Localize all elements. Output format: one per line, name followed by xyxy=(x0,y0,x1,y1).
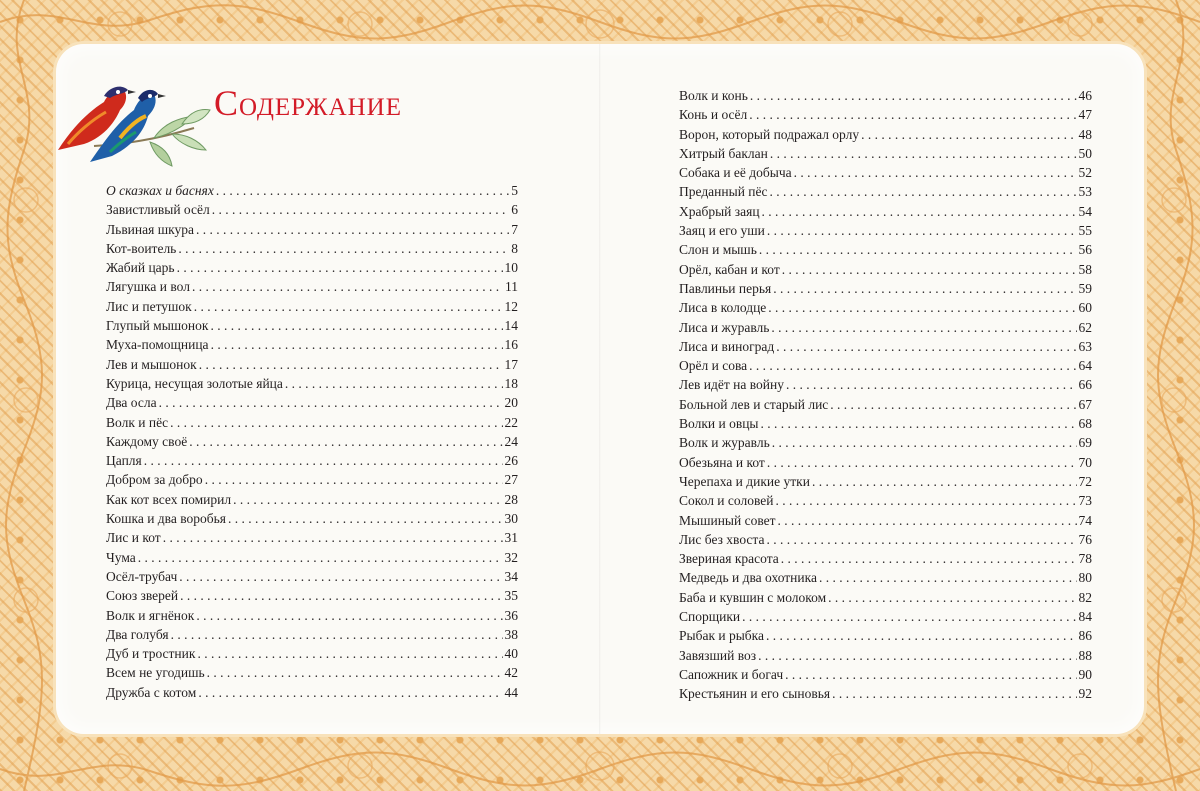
toc-entry[interactable] xyxy=(106,472,518,491)
dot-leader xyxy=(163,530,503,546)
toc-entry-title: Волк и журавль xyxy=(679,435,770,451)
toc-entry-page: 35 xyxy=(504,588,518,604)
toc-entry-page: 78 xyxy=(1078,551,1092,567)
toc-entry-title: Больной лев и старый лис xyxy=(679,396,829,412)
toc-entry[interactable] xyxy=(106,241,518,260)
toc-entry[interactable] xyxy=(679,397,1092,416)
toc-entry-title: Собака и её добыча xyxy=(679,165,792,181)
toc-entry-title: Лев идёт на войну xyxy=(679,377,784,393)
toc-entry[interactable] xyxy=(679,107,1092,126)
toc-entry[interactable] xyxy=(679,590,1092,609)
toc-entry-page: 60 xyxy=(1078,300,1092,316)
dot-leader xyxy=(778,513,1077,529)
toc-entry-page: 66 xyxy=(1078,377,1092,393)
toc-entry[interactable] xyxy=(679,165,1092,184)
toc-entry-title: Жабий царь xyxy=(106,260,175,276)
toc-entry-title: Орёл и сова xyxy=(679,358,748,374)
toc-entry-page: 20 xyxy=(504,395,518,411)
toc-entry-title: Черепаха и дикие утки xyxy=(679,473,810,489)
dot-leader xyxy=(197,646,502,662)
toc-entry-title: Два голубя xyxy=(106,626,169,642)
toc-entry[interactable] xyxy=(106,453,518,472)
toc-entry-title: Цапля xyxy=(106,453,142,469)
toc-entry-page: 64 xyxy=(1078,358,1092,374)
toc-entry[interactable] xyxy=(679,667,1092,686)
toc-entry-page: 80 xyxy=(1078,570,1092,586)
toc-entry-page: 30 xyxy=(504,511,518,527)
toc-entry[interactable] xyxy=(106,550,518,569)
toc-entry[interactable] xyxy=(679,609,1092,628)
toc-entry[interactable] xyxy=(679,300,1092,319)
toc-entry-title: Всем не угодишь xyxy=(106,665,205,681)
toc-entry-page: 40 xyxy=(504,646,518,662)
toc-entry[interactable] xyxy=(106,260,518,279)
toc-entry-title: Завязший воз xyxy=(679,647,757,663)
toc-entry-title: Добром за добро xyxy=(106,472,203,488)
toc-entry[interactable] xyxy=(106,588,518,607)
toc-entry-title: Лиса и виноград xyxy=(679,338,775,354)
toc-entry[interactable] xyxy=(106,665,518,684)
toc-entry-page: 14 xyxy=(504,318,518,334)
toc-entry-title: Лев и мышонок xyxy=(106,356,197,372)
dot-leader xyxy=(228,511,503,527)
toc-entry-title: Лис и кот xyxy=(106,530,161,546)
toc-entry-page: 69 xyxy=(1078,435,1092,451)
dot-leader xyxy=(767,223,1077,239)
toc-entry[interactable] xyxy=(679,377,1092,396)
toc-entry-title: Завистливый осёл xyxy=(106,202,210,218)
dot-leader xyxy=(775,493,1076,509)
dot-leader xyxy=(772,435,1077,451)
toc-entry-page: 88 xyxy=(1078,647,1092,663)
dot-leader xyxy=(178,241,509,257)
toc-entry[interactable] xyxy=(679,127,1092,146)
toc-entry-page: 10 xyxy=(504,260,518,276)
toc-entry-title: Обезьяна и кот xyxy=(679,454,765,470)
dot-leader xyxy=(207,665,503,681)
toc-entry[interactable] xyxy=(679,435,1092,454)
toc-entry-title: Ворон, который подражал орлу xyxy=(679,126,860,142)
toc-entry-page: 73 xyxy=(1078,493,1092,509)
toc-entry[interactable] xyxy=(679,146,1092,165)
dot-leader xyxy=(742,609,1076,625)
toc-entry-title: Павлиньи перья xyxy=(679,280,772,296)
dot-leader xyxy=(180,588,502,604)
dot-leader xyxy=(210,318,502,334)
toc-entry-title: Хитрый баклан xyxy=(679,145,768,161)
dot-leader xyxy=(819,570,1077,586)
toc-entry-page: 34 xyxy=(504,568,518,584)
toc-entry-title: Союз зверей xyxy=(106,588,179,604)
toc-entry[interactable] xyxy=(106,530,518,549)
toc-entry-title: Чума xyxy=(106,549,136,565)
toc-entry[interactable] xyxy=(106,183,518,202)
toc-entry-page: 72 xyxy=(1078,473,1092,489)
toc-entry[interactable] xyxy=(679,262,1092,281)
dot-leader xyxy=(285,376,503,392)
toc-entry[interactable] xyxy=(106,608,518,627)
toc-entry-title: Волк и ягнёнок xyxy=(106,607,195,623)
toc-entry-title: Осёл-трубач xyxy=(106,568,178,584)
toc-entry-page: 42 xyxy=(504,665,518,681)
toc-entry-page: 46 xyxy=(1078,88,1092,103)
toc-entry[interactable] xyxy=(106,646,518,665)
toc-entry[interactable] xyxy=(106,318,518,337)
dot-leader xyxy=(750,88,1077,104)
dot-leader xyxy=(761,416,1077,432)
dot-leader xyxy=(205,472,503,488)
toc-entry[interactable] xyxy=(106,685,518,704)
toc-entry-page: 47 xyxy=(1078,107,1092,123)
toc-entry-page: 74 xyxy=(1078,512,1092,528)
toc-entry[interactable] xyxy=(106,299,518,318)
dot-leader xyxy=(749,358,1076,374)
dot-leader xyxy=(171,627,503,643)
toc-entry[interactable] xyxy=(679,320,1092,339)
toc-entry-title: Медведь и два охотника xyxy=(679,570,817,586)
toc-entry[interactable] xyxy=(106,376,518,395)
toc-entry-page: 67 xyxy=(1078,396,1092,412)
toc-entry-title: Рыбак и рыбка xyxy=(679,628,765,644)
toc-right-column xyxy=(679,88,1092,706)
toc-entry-title: Лягушка и вол xyxy=(106,279,190,295)
toc-entry-page: 48 xyxy=(1078,126,1092,142)
toc-entry[interactable] xyxy=(106,434,518,453)
toc-entry-title: Муха-помощница xyxy=(106,337,209,353)
dot-leader xyxy=(759,242,1077,258)
dot-leader xyxy=(233,492,502,508)
dot-leader xyxy=(196,222,509,238)
toc-entry[interactable] xyxy=(679,570,1092,589)
toc-entry[interactable] xyxy=(106,511,518,530)
toc-entry-page: 8 xyxy=(511,240,518,256)
toc-entry[interactable] xyxy=(106,202,518,221)
toc-entry-title: Волк и пёс xyxy=(106,414,169,430)
toc-entry-page: 52 xyxy=(1078,165,1092,181)
toc-entry[interactable] xyxy=(106,395,518,414)
toc-entry-page: 86 xyxy=(1078,628,1092,644)
toc-entry-page: 92 xyxy=(1078,686,1092,702)
dot-leader xyxy=(828,590,1076,606)
toc-entry-title: Слон и мышь xyxy=(679,242,757,258)
dot-leader xyxy=(758,648,1076,664)
toc-entry-title: Заяц и его уши xyxy=(679,223,765,239)
toc-entry-title: Лис и петушок xyxy=(106,298,192,314)
toc-entry-page: 11 xyxy=(505,279,518,295)
toc-entry-page: 5 xyxy=(511,183,518,198)
toc-entry[interactable] xyxy=(679,416,1092,435)
dot-leader xyxy=(794,165,1077,181)
toc-entry[interactable] xyxy=(679,339,1092,358)
toc-entry-title: Львиная шкура xyxy=(106,221,194,237)
dot-leader xyxy=(179,569,502,585)
toc-entry-page: 84 xyxy=(1078,609,1092,625)
toc-entry-title: О сказках и баснях xyxy=(106,183,214,198)
dot-leader xyxy=(216,183,509,199)
toc-entry[interactable] xyxy=(106,415,518,434)
dot-leader xyxy=(144,453,503,469)
toc-entry-title: Звериная красота xyxy=(679,551,779,567)
toc-entry-page: 82 xyxy=(1078,589,1092,605)
toc-entry[interactable] xyxy=(679,204,1092,223)
toc-entry-title: Дружба с котом xyxy=(106,684,197,700)
dot-leader xyxy=(785,667,1076,683)
toc-entry-title: Мышиный совет xyxy=(679,512,776,528)
toc-entry-page: 16 xyxy=(504,337,518,353)
toc-entry-page: 58 xyxy=(1078,261,1092,277)
toc-entry-title: Два осла xyxy=(106,395,157,411)
dot-leader xyxy=(177,260,503,276)
toc-entry-title: Каждому своё xyxy=(106,433,188,449)
toc-entry[interactable] xyxy=(679,358,1092,377)
toc-entry-title: Сапожник и богач xyxy=(679,666,784,682)
dot-leader xyxy=(192,279,503,295)
toc-entry-title: Лиса и журавль xyxy=(679,319,770,335)
toc-entry-page: 36 xyxy=(504,607,518,623)
toc-entry-page: 17 xyxy=(504,356,518,372)
dot-leader xyxy=(830,397,1076,413)
toc-entry-page: 53 xyxy=(1078,184,1092,200)
toc-entry-page: 55 xyxy=(1078,223,1092,239)
toc-entry[interactable] xyxy=(679,223,1092,242)
page-title: Содержание xyxy=(214,83,403,123)
toc-entry-title: Крестьянин и его сыновья xyxy=(679,686,831,702)
toc-entry-page: 68 xyxy=(1078,416,1092,432)
toc-entry-page: 63 xyxy=(1078,338,1092,354)
toc-entry[interactable] xyxy=(106,279,518,298)
toc-entry[interactable] xyxy=(679,532,1092,551)
toc-entry[interactable] xyxy=(679,474,1092,493)
toc-entry-page: 38 xyxy=(504,626,518,642)
toc-entry[interactable] xyxy=(106,492,518,511)
toc-entry-page: 70 xyxy=(1078,454,1092,470)
toc-entry[interactable] xyxy=(106,627,518,646)
dot-leader xyxy=(194,299,503,315)
toc-entry-title: Курица, несущая золотые яйца xyxy=(106,375,283,391)
toc-entry-title: Кот-воитель xyxy=(106,240,177,256)
dot-leader xyxy=(812,474,1077,490)
toc-entry[interactable] xyxy=(679,513,1092,532)
toc-entry[interactable] xyxy=(679,493,1092,512)
toc-left-column xyxy=(106,183,518,704)
toc-entry-page: 59 xyxy=(1078,280,1092,296)
dot-leader xyxy=(749,107,1076,123)
toc-entry-page: 26 xyxy=(504,453,518,469)
toc-entry-title: Орёл, кабан и кот xyxy=(679,261,780,277)
book-gutter xyxy=(599,44,601,734)
toc-entry-title: Кошка и два воробья xyxy=(106,511,226,527)
dot-leader xyxy=(138,550,503,566)
toc-entry-title: Баба и кувшин с молоком xyxy=(679,589,827,605)
toc-entry-page: 50 xyxy=(1078,145,1092,161)
toc-entry-title: Преданный пёс xyxy=(679,184,768,200)
toc-entry-title: Конь и осёл xyxy=(679,107,748,123)
toc-entry-title: Волки и овцы xyxy=(679,416,759,432)
toc-entry-page: 32 xyxy=(504,549,518,565)
dot-leader xyxy=(770,146,1077,162)
dot-leader xyxy=(766,628,1076,644)
birds-illustration-icon xyxy=(54,58,214,170)
dot-leader xyxy=(196,608,502,624)
toc-entry-title: Дуб и тростник xyxy=(106,646,196,662)
toc-entry-page: 44 xyxy=(504,684,518,700)
dot-leader xyxy=(782,262,1077,278)
dot-leader xyxy=(198,685,502,701)
toc-entry-page: 56 xyxy=(1078,242,1092,258)
toc-entry-page: 7 xyxy=(511,221,518,237)
toc-entry[interactable] xyxy=(679,686,1092,705)
toc-entry[interactable] xyxy=(106,222,518,241)
dot-leader xyxy=(762,204,1077,220)
dot-leader xyxy=(767,455,1077,471)
dot-leader xyxy=(159,395,503,411)
toc-entry-title: Как кот всех помирил xyxy=(106,491,232,507)
toc-entry[interactable] xyxy=(106,357,518,376)
dot-leader xyxy=(776,339,1076,355)
dot-leader xyxy=(768,300,1076,316)
toc-entry-page: 22 xyxy=(504,414,518,430)
toc-entry-title: Глупый мышонок xyxy=(106,318,209,334)
toc-entry[interactable] xyxy=(106,337,518,356)
toc-entry[interactable] xyxy=(679,184,1092,203)
dot-leader xyxy=(773,281,1076,297)
toc-entry-page: 31 xyxy=(504,530,518,546)
toc-entry-page: 54 xyxy=(1078,203,1092,219)
dot-leader xyxy=(189,434,502,450)
toc-entry-title: Лиса в колодце xyxy=(679,300,767,316)
toc-entry-title: Сокол и соловей xyxy=(679,493,774,509)
toc-entry-page: 12 xyxy=(504,298,518,314)
toc-entry[interactable] xyxy=(679,648,1092,667)
toc-entry-title: Спорщики xyxy=(679,609,741,625)
dot-leader xyxy=(766,532,1076,548)
dot-leader xyxy=(771,320,1076,336)
toc-entry-page: 6 xyxy=(511,202,518,218)
dot-leader xyxy=(781,551,1077,567)
toc-entry-page: 28 xyxy=(504,491,518,507)
dot-leader xyxy=(786,377,1077,393)
toc-entry-title: Храбрый заяц xyxy=(679,203,760,219)
toc-entry-page: 18 xyxy=(504,375,518,391)
dot-leader xyxy=(770,184,1077,200)
toc-entry-page: 76 xyxy=(1078,531,1092,547)
toc-entry[interactable] xyxy=(106,569,518,588)
toc-entry-title: Волк и конь xyxy=(679,88,748,103)
dot-leader xyxy=(212,202,510,218)
dot-leader xyxy=(211,337,503,353)
toc-entry-title: Лис без хвоста xyxy=(679,531,765,547)
toc-entry[interactable] xyxy=(679,281,1092,300)
toc-entry[interactable] xyxy=(679,628,1092,647)
dot-leader xyxy=(199,357,503,373)
toc-entry[interactable] xyxy=(679,88,1092,107)
dot-leader xyxy=(170,415,502,431)
dot-leader xyxy=(861,127,1076,143)
toc-entry[interactable] xyxy=(679,455,1092,474)
toc-entry[interactable] xyxy=(679,242,1092,261)
toc-entry-page: 24 xyxy=(504,433,518,449)
dot-leader xyxy=(832,686,1076,702)
toc-entry-page: 27 xyxy=(504,472,518,488)
toc-entry[interactable] xyxy=(679,551,1092,570)
toc-entry-page: 62 xyxy=(1078,319,1092,335)
toc-entry-page: 90 xyxy=(1078,666,1092,682)
